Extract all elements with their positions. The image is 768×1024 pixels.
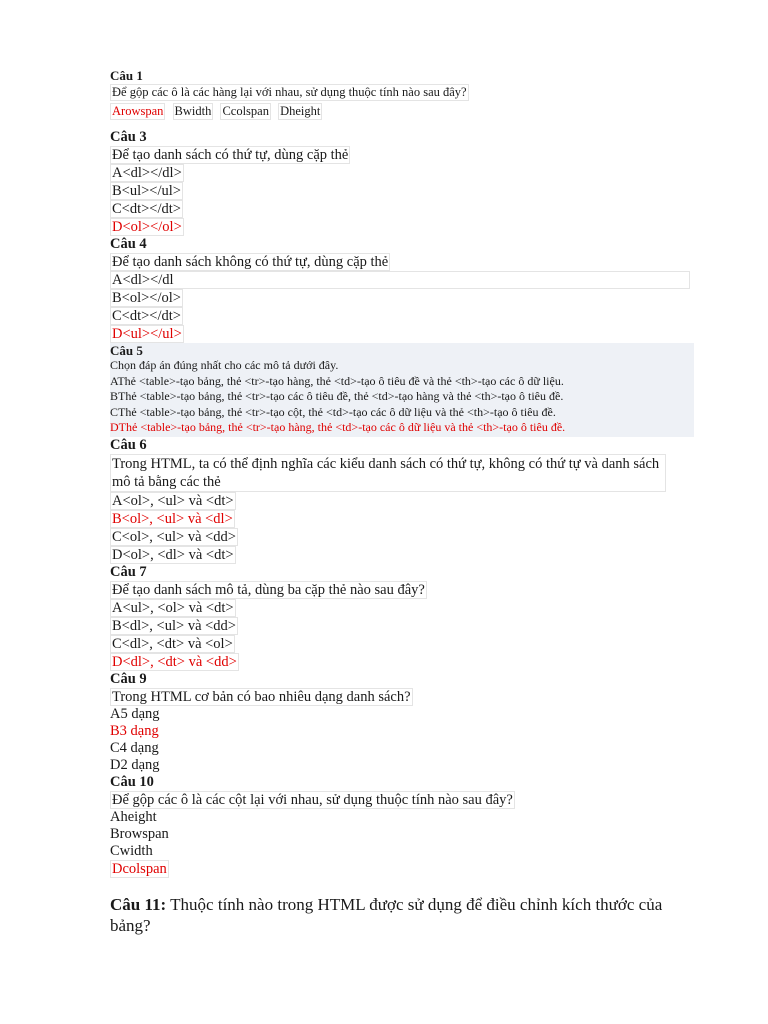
question-1-text: Để gộp các ô là các hàng lại với nhau, sử dụng thuộc tính nào sau đây? bbox=[112, 85, 467, 99]
question-4-option-b: B<ol></ol> bbox=[112, 290, 181, 306]
question-5-option-a: AThẻ <table>-tạo bảng, thẻ <tr>-tạo hàng, thẻ <td>-tạo ô tiêu đề và thẻ <th>-tạo các ô dữ liệu. bbox=[110, 373, 564, 388]
question-7-text: Để tạo danh sách mô tả, dùng ba cặp thẻ nào sau đây? bbox=[112, 581, 425, 598]
question-5-option-b: BThẻ <table>-tạo bảng, thẻ <tr>-tạo các ô tiêu đề, thẻ <td>-tạo hàng và thẻ <th>-tạo ô tiêu đề. bbox=[110, 389, 564, 403]
question-4-option-d: D<ul></ul> bbox=[112, 326, 182, 342]
question-5 bbox=[110, 343, 694, 437]
question-7-option-c: C<dl>, <dt> và <ol> bbox=[112, 635, 233, 652]
question-1-option-a: Arowspan bbox=[112, 104, 164, 118]
question-9-option-d: D2 dạng bbox=[110, 756, 160, 773]
question-7 bbox=[110, 564, 700, 671]
question-10 bbox=[110, 774, 700, 878]
question-7-option-b: B<dl>, <ul> và <dd> bbox=[112, 617, 236, 634]
question-1 bbox=[110, 68, 700, 120]
question-10-option-c: Cwidth bbox=[110, 842, 153, 859]
question-6-text: Trong HTML, ta có thể định nghĩa các kiểu danh sách có thứ tự, không có thứ tự và danh sách mô tả bằng các thẻ bbox=[110, 454, 666, 492]
question-4-option-c: C<dt></dt> bbox=[112, 308, 181, 324]
question-9-option-b: B3 dạng bbox=[110, 722, 159, 739]
question-6-option-b: B<ol>, <ul> và <dl> bbox=[112, 510, 233, 527]
question-3-option-a: A<dl></dl> bbox=[112, 165, 182, 181]
question-5-option-d: DThẻ <table>-tạo bảng, thẻ <tr>-tạo hàng, thẻ <td>-tạo các ô dữ liệu và thẻ <th>-tạo ô tiêu đề. bbox=[110, 420, 566, 434]
question-11-title: Câu 11: bbox=[110, 894, 167, 914]
question-6-option-d: D<ol>, <dl> và <dt> bbox=[112, 546, 234, 563]
question-3 bbox=[110, 129, 700, 236]
question-6-title: Câu 6 bbox=[110, 436, 147, 453]
question-4-option-a: A<dl></dl bbox=[110, 271, 690, 289]
question-10-option-b: Browspan bbox=[110, 825, 169, 842]
question-3-title: Câu 3 bbox=[110, 129, 147, 145]
question-10-option-d: Dcolspan bbox=[112, 860, 167, 877]
question-1-option-d: Dheight bbox=[280, 104, 321, 118]
question-3-option-b: B<ul></ul> bbox=[112, 183, 181, 199]
question-4-title: Câu 4 bbox=[110, 236, 147, 252]
question-1-option-b: Bwidth bbox=[174, 104, 212, 118]
question-3-option-c: C<dt></dt> bbox=[112, 201, 181, 217]
question-4-text: Để tạo danh sách không có thứ tự, dùng cặp thẻ bbox=[112, 254, 389, 270]
question-5-text: Chọn đáp án đúng nhất cho các mô tả dưới đây. bbox=[110, 358, 339, 372]
question-6-option-a: A<ol>, <ul> và <dt> bbox=[112, 492, 234, 509]
question-6-option-c: C<ol>, <ul> và <dd> bbox=[112, 528, 236, 545]
question-1-option-c: Ccolspan bbox=[222, 104, 269, 118]
question-10-title: Câu 10 bbox=[110, 773, 154, 790]
question-7-option-d: D<dl>, <dt> và <dd> bbox=[112, 653, 237, 670]
question-5-title: Câu 5 bbox=[110, 343, 143, 358]
question-3-text: Để tạo danh sách có thứ tự, dùng cặp thẻ bbox=[112, 147, 349, 163]
question-11 bbox=[110, 894, 690, 936]
question-5-option-c: CThẻ <table>-tạo bảng, thẻ <tr>-tạo cột, thẻ <td>-tạo các ô dữ liệu và thẻ <th>-tạo ô tiêu đề. bbox=[110, 404, 556, 419]
question-9-text: Trong HTML cơ bản có bao nhiêu dạng danh sách? bbox=[112, 688, 411, 705]
question-9 bbox=[110, 671, 700, 774]
question-7-title: Câu 7 bbox=[110, 563, 147, 580]
question-9-option-c: C4 dạng bbox=[110, 739, 159, 756]
question-10-text: Để gộp các ô là các cột lại với nhau, sử dụng thuộc tính nào sau đây? bbox=[112, 791, 513, 808]
question-9-title: Câu 9 bbox=[110, 670, 147, 687]
question-6 bbox=[110, 437, 700, 564]
question-7-option-a: A<ul>, <ol> và <dt> bbox=[112, 599, 234, 616]
quiz-document bbox=[110, 68, 700, 936]
question-3-option-d: D<ol></ol> bbox=[112, 219, 182, 235]
question-4 bbox=[110, 236, 700, 343]
question-9-option-a: A5 dạng bbox=[110, 705, 160, 722]
question-11-text: Thuộc tính nào trong HTML được sử dụng để điều chỉnh kích thước của bảng? bbox=[110, 894, 663, 935]
question-1-title: Câu 1 bbox=[110, 68, 143, 83]
question-10-option-a: Aheight bbox=[110, 808, 157, 825]
